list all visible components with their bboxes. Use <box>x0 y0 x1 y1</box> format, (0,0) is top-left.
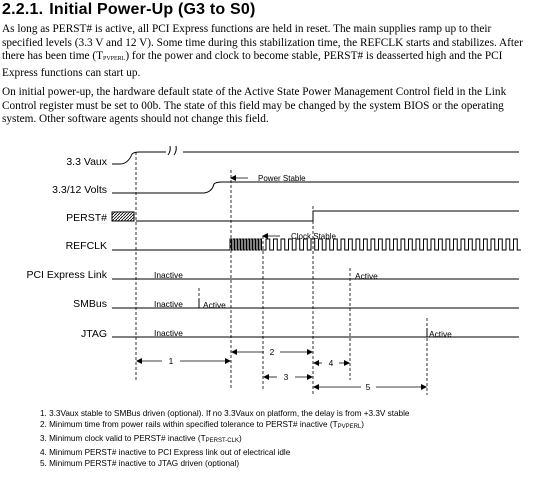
paragraph-subscript: PVPERL <box>103 56 126 63</box>
jtag-active-label: Active <box>429 329 452 339</box>
signal-label-smbus: SMBus <box>73 298 107 310</box>
note-3 <box>40 433 409 447</box>
interval-label-3: 3 <box>283 372 289 382</box>
perst-undefined-region <box>112 212 134 221</box>
stable-markers <box>231 178 280 236</box>
smbus-inactive-label: Inactive <box>154 299 183 309</box>
signal-label-jtag: JTAG <box>80 328 107 340</box>
signal-labels <box>26 156 107 340</box>
waveform-refclk-clock <box>230 239 521 250</box>
signal-label-12v: 3.3/12 Volts <box>52 184 107 196</box>
waveform-vaux <box>112 152 519 164</box>
note-2 <box>40 419 409 433</box>
timing-notes <box>40 408 409 469</box>
note-subscript: PVPERL <box>337 424 362 430</box>
paragraph-text: As long as PERST# is active, all PCI Express functions are held in reset. The main supplies ramp up to their specified levels (3.3 V and 12 V). Some time during this stabilization time, the REFCLK starts and stabilizes. After there has been time (T <box>2 23 523 63</box>
smbus-active-label: Active <box>203 300 226 310</box>
pcie-inactive-label: Inactive <box>154 270 183 280</box>
signal-label-refclk: REFCLK <box>65 240 107 252</box>
signal-label-vaux: 3.3 Vaux <box>66 156 107 168</box>
note-5: 5. Minimum PERST# inactive to JTAG driven (optional) <box>40 459 240 468</box>
section-title: Initial Power-Up (G3 to S0) <box>49 1 256 18</box>
paragraph-text: ) for the power and clock to become stable, PERST# is deasserted high and the PCI Express functions can start up. <box>2 50 503 79</box>
note-4: 4. Minimum PERST# inactive to PCI Express link out of electrical idle <box>40 448 291 457</box>
note-subscript: PERST-CLK <box>205 438 239 444</box>
interval-label-2: 2 <box>269 347 275 357</box>
paragraph-aspm-default: On initial power-up, the hardware default state of the Active State Power Management Control field in the Link Control register must be set to 00b. The state of this field may be changed by the system BIOS or the operating system. Other software agents should not change this field. <box>2 86 507 126</box>
interval-arrows <box>137 352 426 387</box>
note-text: ) <box>361 420 365 429</box>
signal-label-pcie: PCI Express Link <box>26 269 107 281</box>
note-text: ) <box>238 434 242 443</box>
note-1: 1. 3.3Vaux stable to SMBus driven (optional). If no 3.3Vaux on platform, the delay is from +3.3V stable <box>40 409 410 418</box>
vaux-break-mark <box>168 146 176 155</box>
note-text: 3. Minimum clock valid to PERST# inactive (T <box>40 434 206 443</box>
jtag-inactive-label: Inactive <box>154 328 183 338</box>
section-number: 2.2.1. <box>2 1 44 18</box>
clock-stable-label: Clock Stable <box>291 232 336 241</box>
interval-label-5: 5 <box>365 382 371 392</box>
note-text: 2. Minimum time from power rails within specified tolerance to PERST# inactive (T <box>40 420 338 429</box>
interval-label-4: 4 <box>328 358 334 368</box>
waveform-perst <box>136 211 519 221</box>
interval-numbers <box>169 347 371 392</box>
waveform-12v <box>112 182 519 193</box>
signal-label-perst: PERST# <box>66 212 107 224</box>
power-stable-label: Power Stable <box>258 174 306 183</box>
pcie-active-label: Active <box>355 271 378 281</box>
interval-label-1: 1 <box>168 356 174 366</box>
